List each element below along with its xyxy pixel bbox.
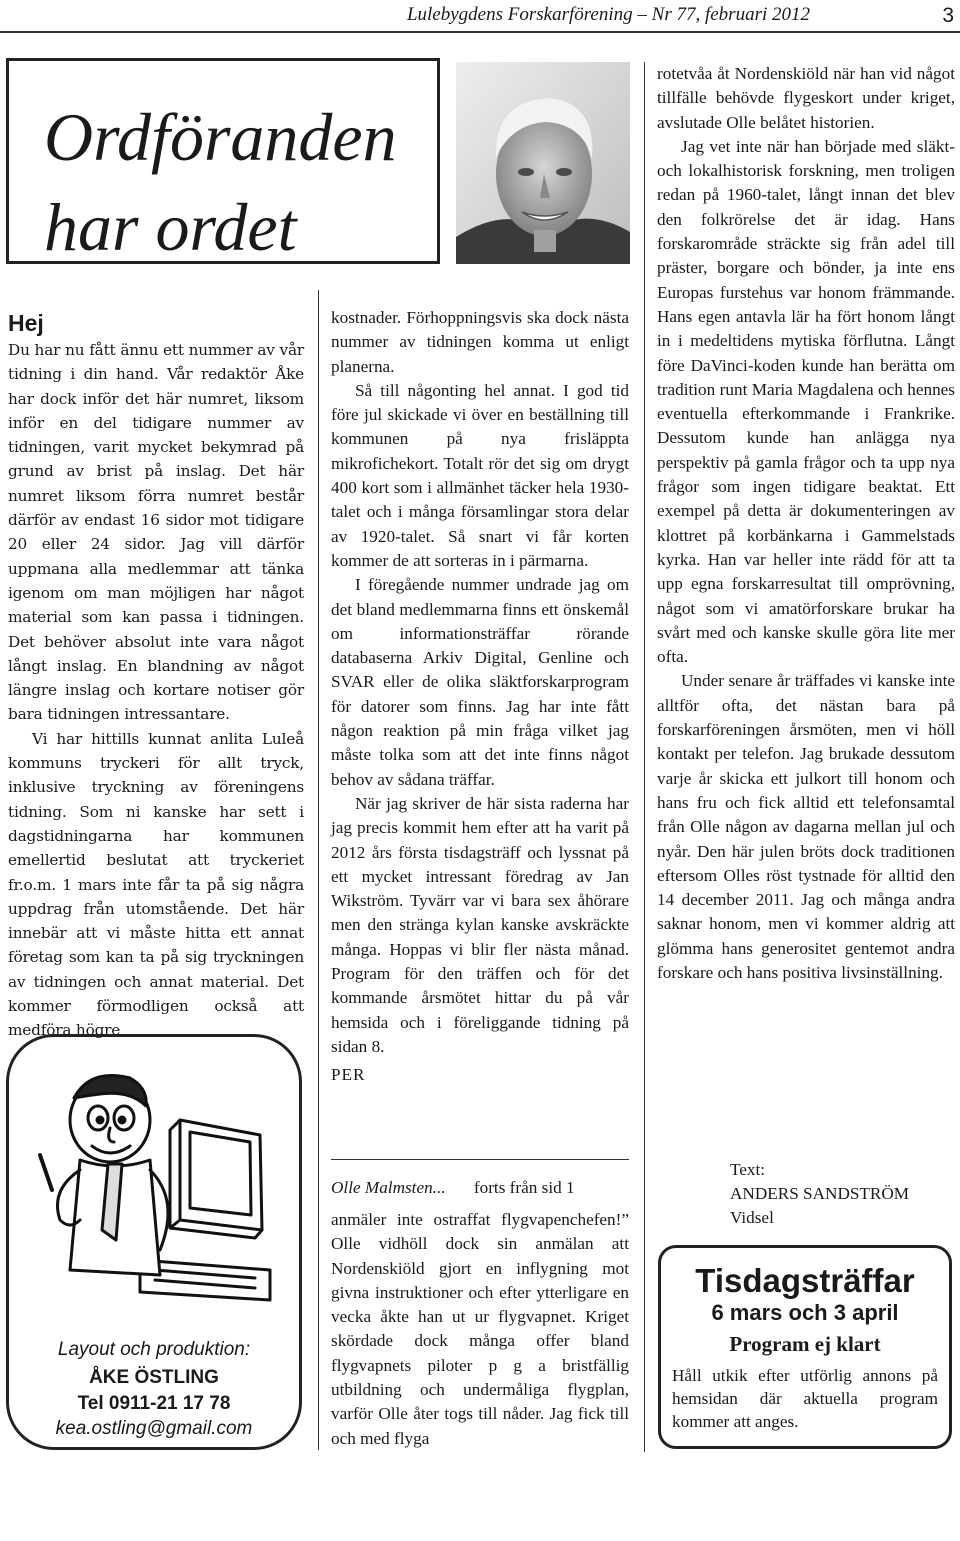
paragraph: När jag skriver de här sista raderna har jag precis kommit hem efter att ha varit på 2012 års första tisdagsträff och lyssnat på ett mycket intressant föredrag av Jan Wikström. Tyvärr var vi bara sex åhörare men den stränga kylan kanske avskräckte många. Hoppas vi blir fler nästa månad. Program för den träffen och för det kommande årsmötet hittar du på vår hemsida och i föreliggande tidning på sidan 8. — [331, 793, 629, 1056]
layout-name: ÅKE ÖSTLING — [89, 1367, 219, 1388]
paragraph: Under senare år träffades vi kanske inte alltför ofta, det nästan bara på forskarföreningen årsmöten, men vi höll kontakt per telefon. Jag brukade dessutom varje år skicka ett julkort till honom och hans fru och fick alltid ett telefonsamtal från Olle någon av dagarna mellan jul och nyår. Den här julen bröts dock traditionen eftersom Olles röst tystnade för alltid den 14 december 2011. Jag och många andra saknar honom, men vi kommer aldrig att glömma hans generositet gentemot andra forskare och hans positiva livsinställning. — [657, 671, 955, 982]
continuation-title: Olle Malmsten... — [331, 1178, 446, 1197]
running-title: Lulebygdens Forskarförening – Nr 77, februari 2012 — [406, 4, 810, 25]
author-credit — [730, 1158, 950, 1230]
column-3 — [657, 62, 955, 985]
continuation-from: forts från sid 1 — [473, 1178, 575, 1197]
credit-label: Text: — [730, 1160, 766, 1179]
page-number: 3 — [942, 4, 954, 27]
greeting-heading: Hej — [8, 310, 44, 336]
cartoon-icon — [30, 1060, 280, 1320]
header-rule — [0, 31, 960, 33]
portrait-icon — [456, 62, 630, 264]
title-line-1: Ordföranden — [44, 99, 397, 175]
paragraph: Så till någonting hel annat. I god tid före jul skickade vi över en beställning till kommunen på nya frisläppta mikrofichekort. Totalt rör det sig om drygt 400 kort som i allmänhet täcker hela 1930-talet och i många församlingar stora delar av 1920-talet. Så snart vi får korten kommer de att sorteras in i pärmarna. — [331, 380, 629, 570]
credit-place: Vidsel — [730, 1208, 774, 1227]
paragraph: Jag vet inte när han började med släkt- och lokalhistorisk forskning, men troligen redan på 1960-talet, långt innan det blev den folkrörelse det är idag. Hans forskarområde sträckte sig från adel till präster, borgare och bönder, ja inte ens Europas furstehus var honom främmande. Hans egen antavla lär ha fört honom långt in i medeltidens mytiska förflutna. Långt före DaVinci-koden kunde han berätta om tradition runt Maria Magdalena och hennes eventuella efterkommande i Frankrike. Dessutom kunde han anlägga nya perspektiv på gamla frågor och ta upp nya frågor som ingen tidigare beaktat. Ett exempel på detta är dokumenteringen av klottret på korbänkarna i Gammelstads kyrka. Han var heller inte rädd för att ta upp egna forskarresultat till omprövning, något som vi amatörforskare brukar ha svårt med och kanske skulle göra lite mer ofta. — [657, 136, 955, 667]
paragraph: rotetvåa åt Nordenskiöld när han vid något tillfälle behövde flygeskort under kriget, avslutade Olle belåtet historien. — [657, 64, 955, 132]
continuation-rule — [331, 1159, 629, 1160]
page-title — [44, 92, 444, 272]
column-2-continued — [331, 1208, 629, 1451]
column-divider — [318, 290, 319, 1450]
continuation-line — [331, 1178, 629, 1198]
tisdag-program: Program ej klart — [729, 1332, 881, 1356]
column-divider — [644, 62, 645, 1452]
title-line-2: har ordet — [44, 189, 297, 265]
column-1 — [8, 310, 304, 1043]
paragraph: kostnader. Förhoppningsvis ska dock nästa nummer av tidningen komma ut enligt planerna. — [331, 308, 629, 376]
layout-phone: Tel 0911-21 17 78 — [77, 1393, 231, 1414]
portrait-photo — [456, 62, 630, 264]
signature: PER — [331, 1065, 366, 1085]
paragraph: Du har nu fått ännu ett nummer av vår tidning i din hand. Vår redaktör Åke har dock inför det här numret, liksom inför en del tidigare nummer av tidningen, varit mycket bekymrad på grund av brist på inslag. Det här numret liksom förra numret består därför av endast 16 sidor mot tidigare 20 eller 24 sidor. Jag vill därför uppmana alla medlemmar att tänka igenom om man möjligen har något material som kan passa i tidningen. Det behöver absolut inte vara något långt inslag. En blandning av något längre inslag och kortare notiser gör bara tidningen intressantare. — [8, 341, 304, 724]
tisdag-text: Håll utkik efter utförlig annons på hemsidan där aktuella program kommer att anges. — [672, 1366, 938, 1431]
tisdag-dates: 6 mars och 3 april — [711, 1300, 899, 1325]
paragraph: Vi har hittills kunnat anlita Luleå kommuns tryckeri för allt tryck, inklusive tryckning av föreningens tidning. Som ni kanske har sett i dagstidningarna har kommunen emellertid beslutat att tryckeriet fr.o.m. 1 mars inte får ta på sig några uppdrag från utomstående. Det här innebär att vi måste hitta ett annat företag som kan ta på sig tryckningen av tidningen och annat material. Det kommer förmodligen också att medföra högre — [8, 729, 304, 1040]
column-2 — [331, 306, 629, 1088]
paragraph: I föregående nummer undrade jag om det bland medlemmarna finns ett önskemål om informationsträffar rörande databaserna Arkiv Digital, Genline och SVAR eller de olika släktforskarprogram för datorer som finns. Jag har inte fått någon reaktion på min fråga vilket jag måste tolka som att det inte finns något behov av sådana träffar. — [331, 575, 629, 789]
credit-name: ANDERS SANDSTRÖM — [730, 1184, 910, 1203]
layout-email: kea.ostling@gmail.com — [55, 1418, 253, 1439]
man-at-computer-cartoon — [30, 1060, 280, 1320]
layout-label: Layout och produktion: — [57, 1339, 251, 1360]
paragraph: anmäler inte ostraffat flygvapenchefen!” Olle vidhöll dock sin anmälan att Nordenskiöld gjort en inflygning mot givna instruktioner och efter ytterligare en vecka åkte han ut ur flygvapnet. Kriget skördade dock många offer bland flygvapnets piloter p g a bristfällig utbildning och undermåliga flygplan, varför Olle åter togs till nåder. Jag fick till och med flyga — [331, 1210, 629, 1448]
tisdag-title: Tisdagsträffar — [695, 1262, 915, 1299]
